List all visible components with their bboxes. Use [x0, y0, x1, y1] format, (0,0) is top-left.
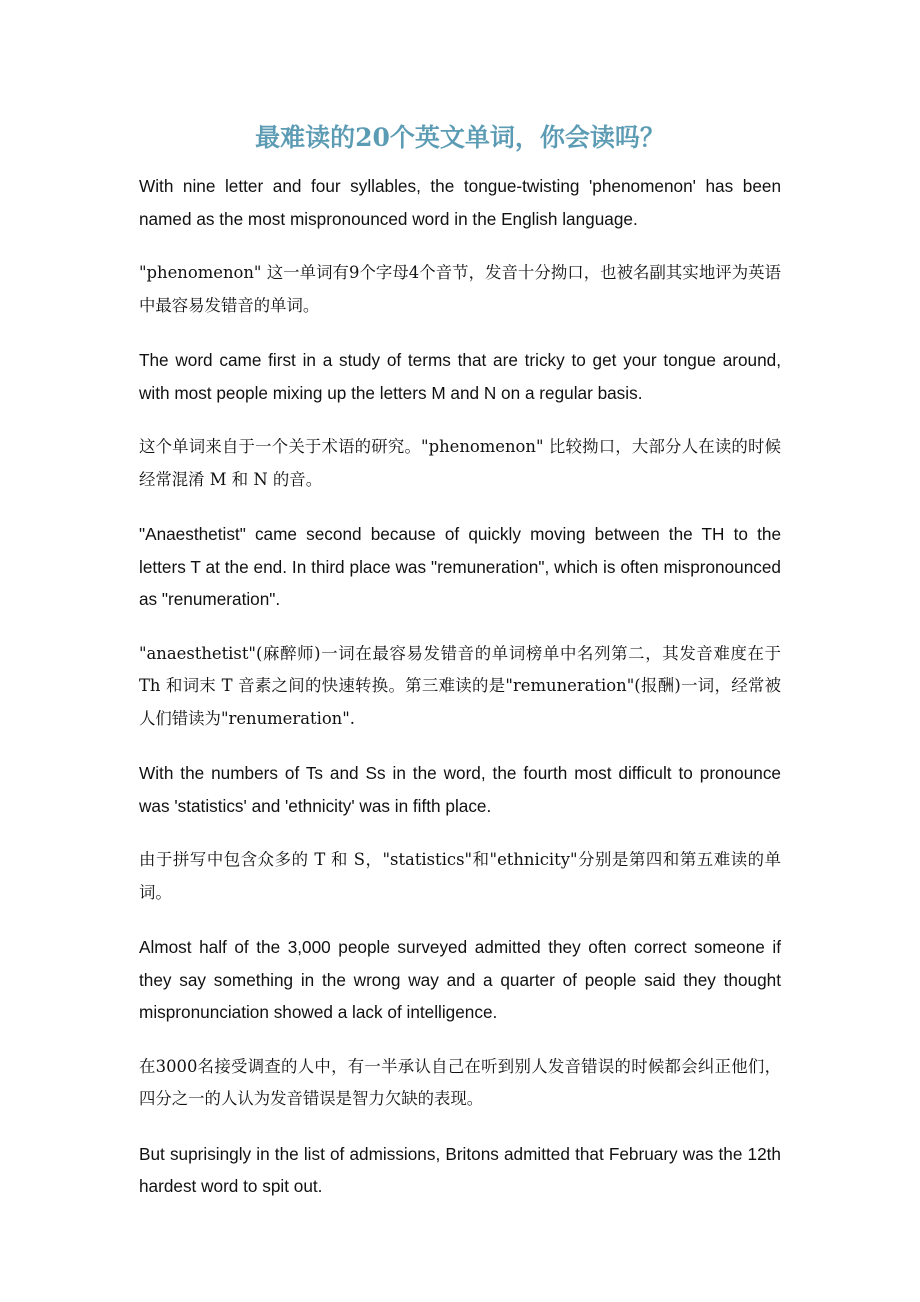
paragraph-5-cn: 在3000名接受调查的人中，有一半承认自己在听到别人发音错误的时候都会纠正他们，四分之一的人认为发音错误是智力欠缺的表现。 [139, 1056, 781, 1108]
paragraph-4-cn: 由于拼写中包含众多的 T 和 S，"statistics"和"ethnicity"分别是第四和第五难读的单词。 [139, 850, 781, 902]
paragraph-1-cn: "phenomenon" 这一单词有9个字母4个音节，发音十分拗口，也被名副其实地评为英语中最容易发错音的单词。 [139, 263, 781, 315]
paragraph-2-cn: 这个单词来自于一个关于术语的研究。"phenomenon" 比较拗口，大部分人在读的时候经常混淆 M 和 N 的音。 [139, 437, 781, 489]
paragraph-5-en: Almost half of the 3,000 people surveyed admitted they often correct someone if they say something in the wrong way and a quarter of people said they thought mispronunciation showed a lack of intelligence. [139, 937, 781, 1022]
paragraph-3-en: "Anaesthetist" came second because of quickly moving between the TH to the letters T at the end. In third place was "remuneration", which is often mispronounced as "renumeration". [139, 524, 781, 609]
paragraph-4-en: With the numbers of Ts and Ss in the word, the fourth most difficult to pronounce was 'statistics' and 'ethnicity' was in fifth place. [139, 763, 781, 816]
paragraph-6-en: But suprisingly in the list of admissions, Britons admitted that February was the 12th hardest word to spit out. [139, 1143, 781, 1196]
document-page [139, 118, 781, 1225]
paragraph-2-en: The word came first in a study of terms that are tricky to get your tongue around, with most people mixing up the letters M and N on a regular basis. [139, 350, 781, 403]
paragraph-3-cn: "anaesthetist"(麻醉师)一词在最容易发错音的单词榜单中名列第二，其发音难度在于 Th 和词末 T 音素之间的快速转换。第三难读的是"remuneration"(报酬)一词，经常被人们错读为"renumeration". [139, 643, 781, 728]
document-title: 最难读的20个英文单词，你会读吗？ [255, 123, 665, 152]
paragraph-1-en: With nine letter and four syllables, the tongue-twisting 'phenomenon' has been named as the most mispronounced word in the English language. [139, 176, 781, 229]
